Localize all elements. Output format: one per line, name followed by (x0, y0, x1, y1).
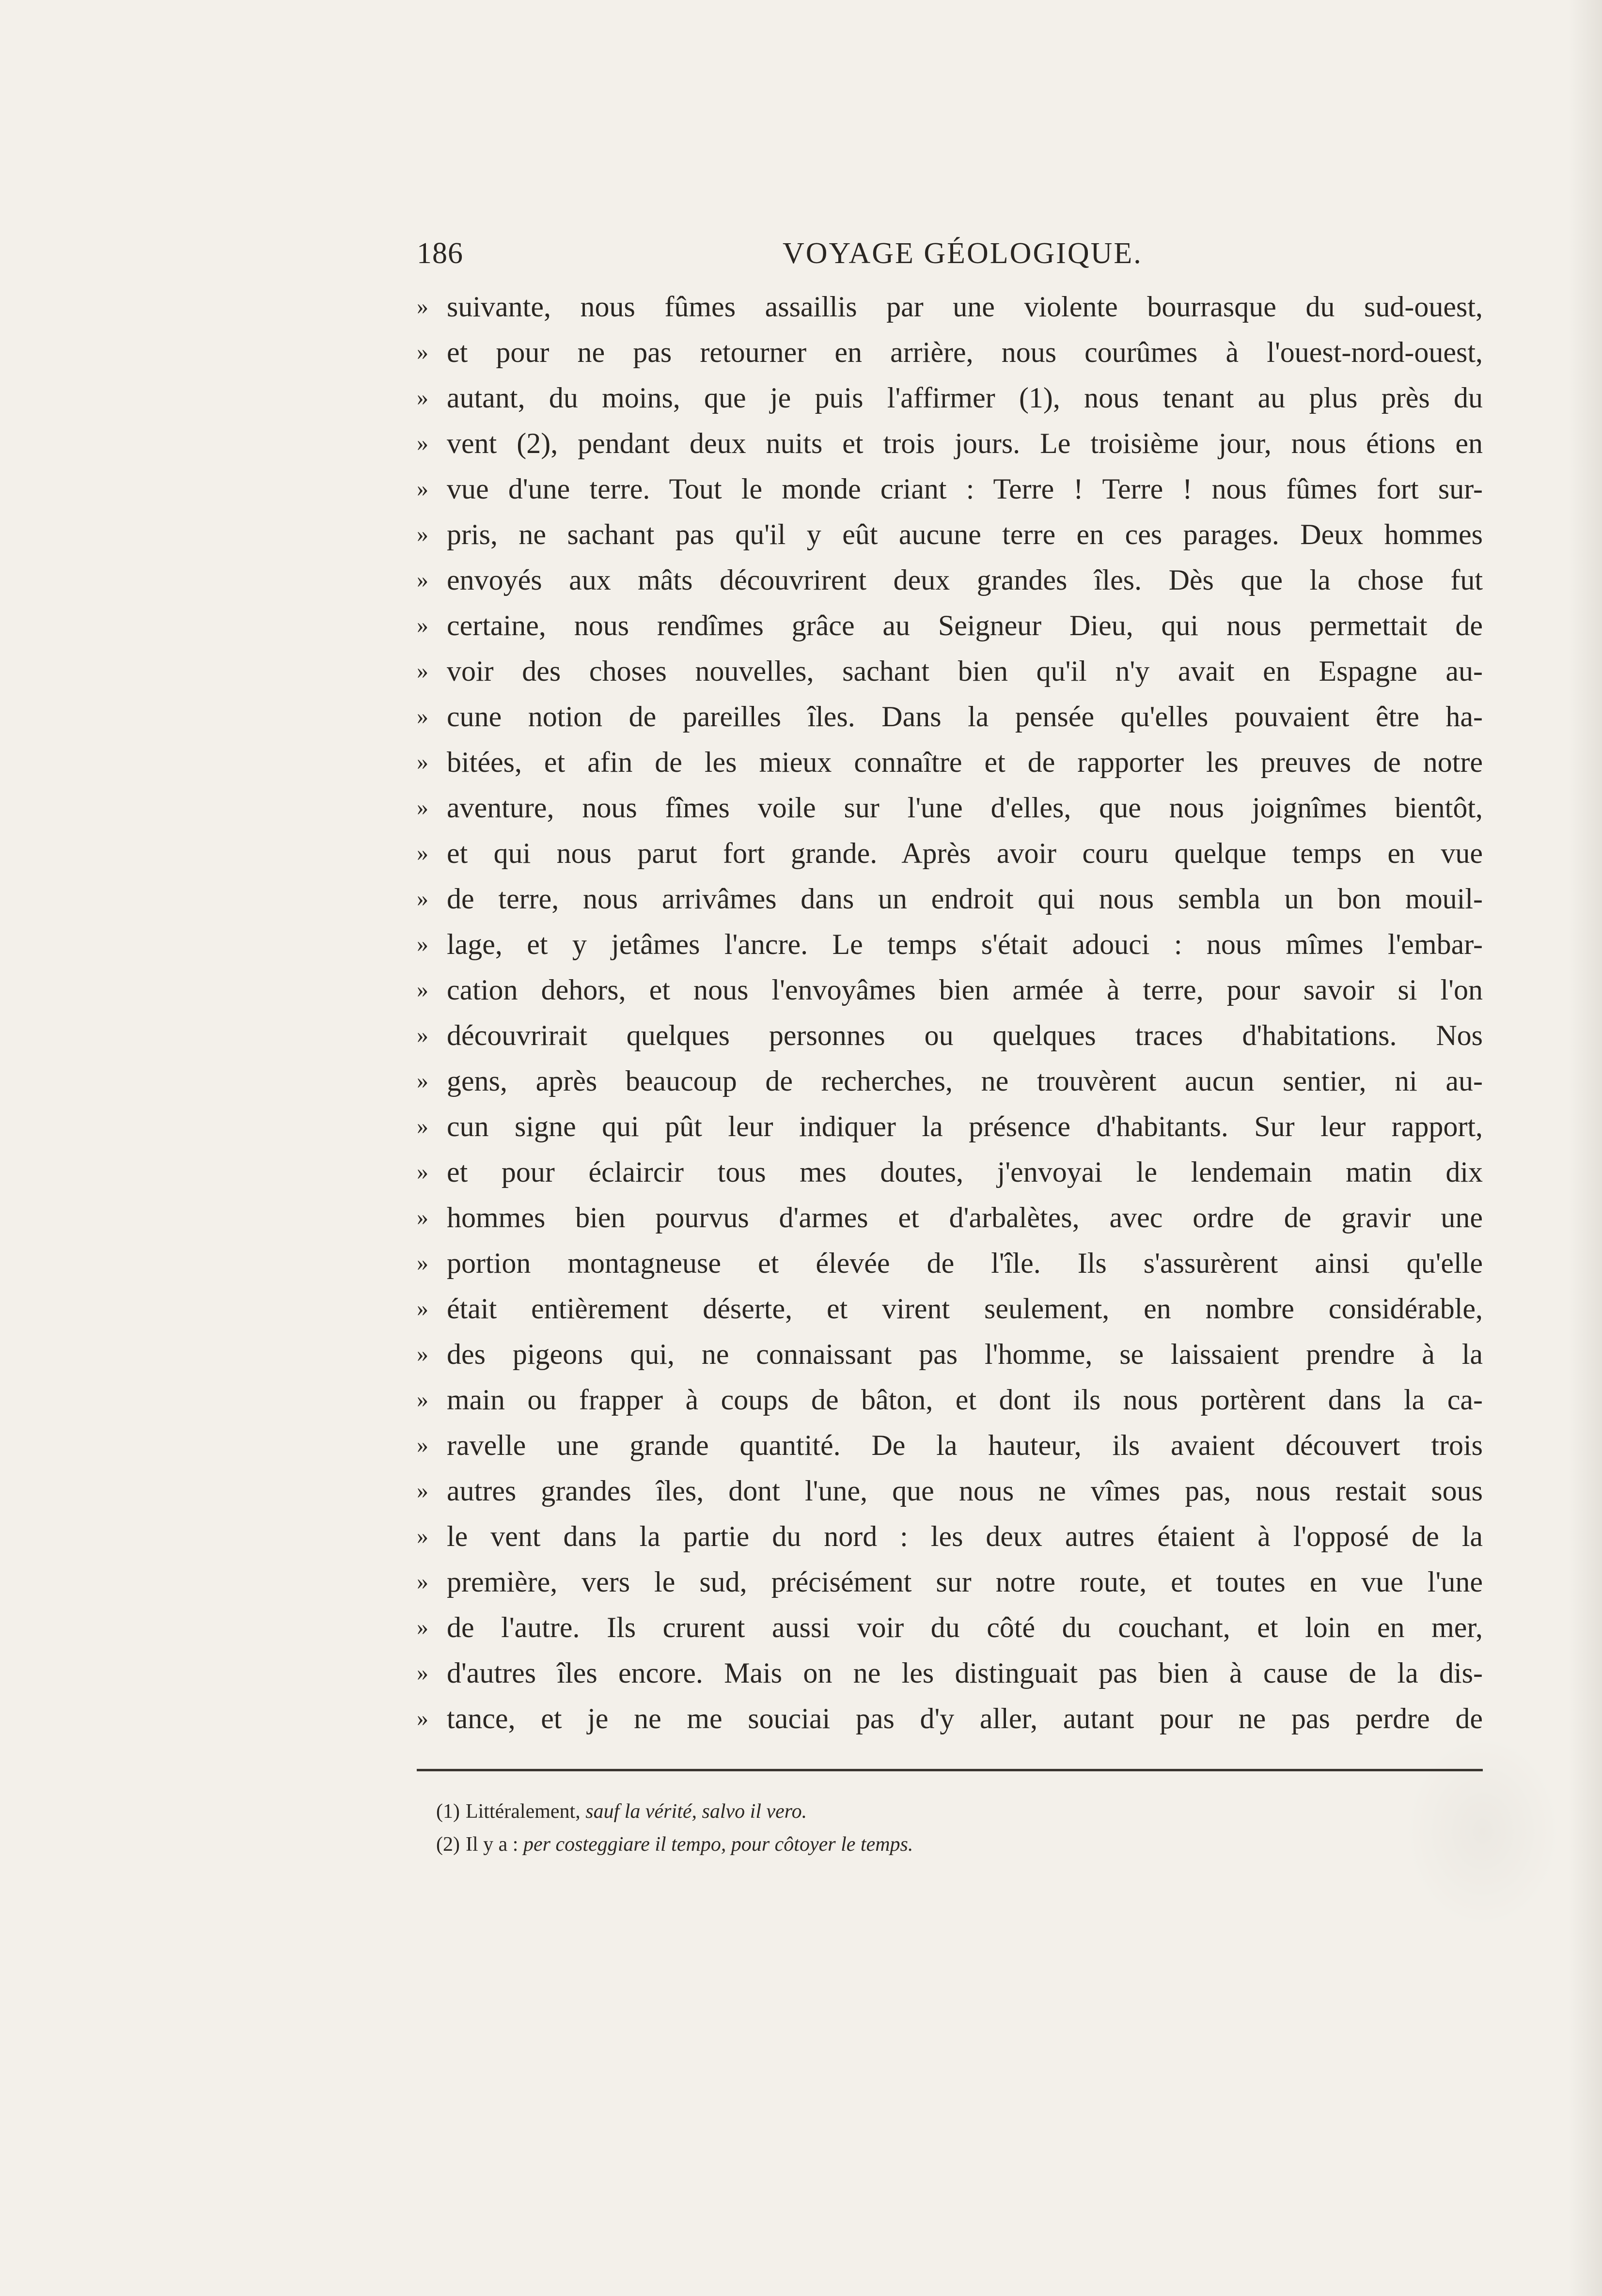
text-line (417, 329, 1483, 375)
line-text: cun signe qui pût leur indiquer la présence d'habitants. Sur leur rapport, (447, 1110, 1483, 1142)
text-line (417, 557, 1483, 603)
footnote-text: sauf la vérité, salvo il vero. (585, 1800, 807, 1823)
text-line (417, 967, 1483, 1013)
text-line (417, 512, 1483, 557)
text-line (417, 1514, 1483, 1559)
footnote-text: Il y a : (465, 1833, 523, 1856)
line-text: était entièrement déserte, et virent seulement, en nombre considérable, (447, 1293, 1483, 1325)
quote-guillemet: » (417, 1660, 428, 1686)
line-text: vent (2), pendant deux nuits et trois jours. Le troisième jour, nous étions en (447, 427, 1483, 459)
line-text: cune notion de pareilles îles. Dans la pensée qu'elles pouvaient être ha- (447, 701, 1483, 733)
quote-guillemet: » (417, 1478, 428, 1503)
quote-guillemet: » (417, 1569, 428, 1594)
line-text: tance, et je ne me souciai pas d'y aller, autant pour ne pas perdre de (447, 1702, 1483, 1734)
quote-guillemet: » (417, 612, 428, 638)
line-text: découvrirait quelques personnes ou quelques traces d'habitations. Nos (447, 1019, 1483, 1051)
text-line (417, 1149, 1483, 1195)
quote-guillemet: » (417, 886, 428, 911)
text-line (417, 1013, 1483, 1058)
quote-guillemet: » (417, 1250, 428, 1276)
line-text: et pour ne pas retourner en arrière, nous courûmes à l'ouest-nord-ouest, (447, 336, 1483, 368)
text-line (417, 1104, 1483, 1149)
footnote-text: per costeggiare il tempo, pour côtoyer le temps. (523, 1833, 913, 1856)
line-text: portion montagneuse et élevée de l'île. Ils s'assurèrent ainsi qu'elle (447, 1247, 1483, 1279)
line-text: autant, du moins, que je puis l'affirmer (1), nous tenant au plus près du (447, 382, 1483, 414)
quote-guillemet: » (417, 294, 428, 319)
quote-guillemet: » (417, 339, 428, 365)
page-edge-shadow (1568, 0, 1602, 2296)
running-head: VOYAGE GÉOLOGIQUE. (783, 237, 1143, 270)
text-line (417, 1377, 1483, 1422)
text-line (417, 421, 1483, 466)
quote-guillemet: » (417, 977, 428, 1002)
text-line (417, 1559, 1483, 1605)
footnote (436, 1828, 1454, 1861)
page-number: 186 (417, 237, 463, 270)
footnote-label: (2) (436, 1833, 460, 1856)
quote-guillemet: » (417, 1159, 428, 1185)
body-text (417, 284, 1483, 1741)
line-text: autres grandes îles, dont l'une, que nous ne vîmes pas, nous restait sous (447, 1475, 1483, 1507)
line-text: de l'autre. Ils crurent aussi voir du côté du couchant, et loin en mer, (447, 1611, 1483, 1643)
text-line (417, 648, 1483, 694)
text-line (417, 1195, 1483, 1240)
quote-guillemet: » (417, 476, 428, 501)
quote-guillemet: » (417, 521, 428, 547)
text-line (417, 876, 1483, 922)
quote-guillemet: » (417, 567, 428, 593)
quote-guillemet: » (417, 1296, 428, 1321)
quote-guillemet: » (417, 1523, 428, 1549)
quote-guillemet: » (417, 385, 428, 410)
line-text: aventure, nous fîmes voile sur l'une d'elles, que nous joignîmes bientôt, (447, 792, 1483, 824)
line-text: d'autres îles encore. Mais on ne les distinguait pas bien à cause de la dis- (447, 1657, 1483, 1689)
quote-guillemet: » (417, 703, 428, 729)
line-text: de terre, nous arrivâmes dans un endroit qui nous sembla un bon mouil- (447, 883, 1483, 915)
line-text: vue d'une terre. Tout le monde criant : Terre ! Terre ! nous fûmes fort sur- (447, 473, 1483, 505)
line-text: certaine, nous rendîmes grâce au Seigneur Dieu, qui nous permettait de (447, 609, 1483, 641)
quote-guillemet: » (417, 931, 428, 957)
line-text: suivante, nous fûmes assaillis par une violente bourrasque du sud-ouest, (447, 291, 1483, 323)
quote-guillemet: » (417, 1113, 428, 1139)
line-text: gens, après beaucoup de recherches, ne trouvèrent aucun sentier, ni au- (447, 1065, 1483, 1097)
quote-guillemet: » (417, 1204, 428, 1230)
line-text: et pour éclaircir tous mes doutes, j'envoyai le lendemain matin dix (447, 1156, 1483, 1188)
line-text: première, vers le sud, précisément sur notre route, et toutes en vue l'une (447, 1566, 1483, 1598)
page-header (417, 236, 1483, 275)
quote-guillemet: » (417, 430, 428, 456)
line-text: voir des choses nouvelles, sachant bien qu'il n'y avait en Espagne au- (447, 655, 1483, 687)
quote-guillemet: » (417, 749, 428, 775)
quote-guillemet: » (417, 795, 428, 820)
line-text: hommes bien pourvus d'armes et d'arbalètes, avec ordre de gravir une (447, 1202, 1483, 1234)
quote-guillemet: » (417, 1614, 428, 1640)
line-text: le vent dans la partie du nord : les deux autres étaient à l'opposé de la (447, 1520, 1483, 1552)
line-text: main ou frapper à coups de bâton, et dont ils nous portèrent dans la ca- (447, 1384, 1483, 1416)
footnote-text: Littéralement, (465, 1800, 586, 1823)
text-line (417, 1058, 1483, 1104)
footnote-label: (1) (436, 1800, 460, 1823)
footnotes (436, 1795, 1454, 1861)
text-line (417, 375, 1483, 421)
quote-guillemet: » (417, 1022, 428, 1048)
text-line (417, 785, 1483, 830)
quote-guillemet: » (417, 1387, 428, 1412)
line-text: pris, ne sachant pas qu'il y eût aucune terre en ces parages. Deux hommes (447, 518, 1483, 550)
text-line (417, 1286, 1483, 1331)
text-line (417, 1331, 1483, 1377)
text-line (417, 922, 1483, 967)
text-line (417, 1696, 1483, 1741)
text-line (417, 1422, 1483, 1468)
quote-guillemet: » (417, 1341, 428, 1367)
line-text: des pigeons qui, ne connaissant pas l'homme, se laissaient prendre à la (447, 1338, 1483, 1370)
quote-guillemet: » (417, 658, 428, 684)
line-text: envoyés aux mâts découvrirent deux grandes îles. Dès que la chose fut (447, 564, 1483, 596)
text-line (417, 830, 1483, 876)
quote-guillemet: » (417, 1068, 428, 1093)
line-text: ravelle une grande quantité. De la hauteur, ils avaient découvert trois (447, 1429, 1483, 1461)
text-line (417, 739, 1483, 785)
text-line (417, 1605, 1483, 1650)
quote-guillemet: » (417, 840, 428, 866)
footnote-rule (417, 1769, 1483, 1771)
text-line (417, 1240, 1483, 1286)
text-line (417, 1468, 1483, 1514)
text-line (417, 284, 1483, 329)
line-text: bitées, et afin de les mieux connaître et de rapporter les preuves de notre (447, 746, 1483, 778)
line-text: cation dehors, et nous l'envoyâmes bien armée à terre, pour savoir si l'on (447, 974, 1483, 1006)
quote-guillemet: » (417, 1432, 428, 1458)
text-line (417, 603, 1483, 648)
line-text: lage, et y jetâmes l'ancre. Le temps s'était adouci : nous mîmes l'embar- (447, 928, 1483, 960)
footnote (436, 1795, 1454, 1828)
line-text: et qui nous parut fort grande. Après avoir couru quelque temps en vue (447, 837, 1483, 869)
text-line (417, 1650, 1483, 1696)
quote-guillemet: » (417, 1705, 428, 1731)
text-line (417, 694, 1483, 739)
text-line (417, 466, 1483, 512)
